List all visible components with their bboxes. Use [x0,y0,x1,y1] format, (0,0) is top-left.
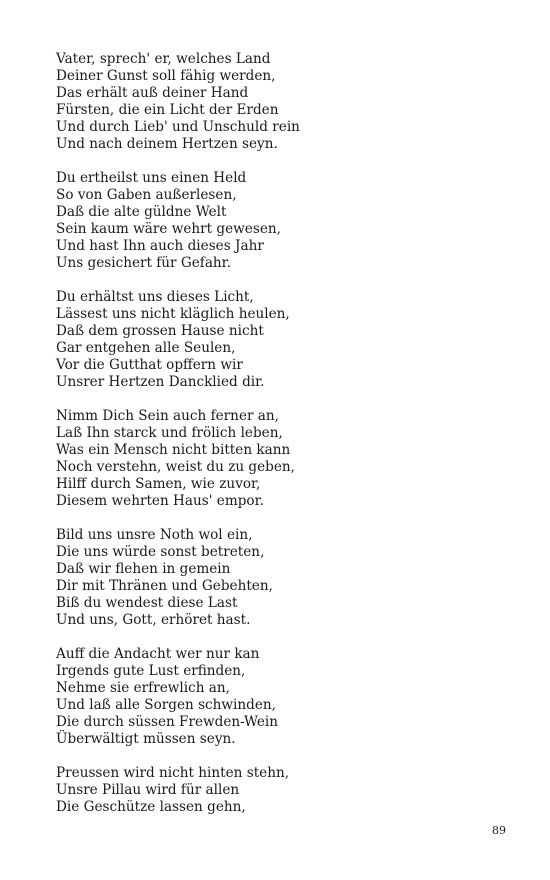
poem-line: Vor die Gutthat opffern wir [56,357,243,373]
poem-line: Unsre Pillau wird für allen [56,782,240,798]
poem-line: Deiner Gunst soll fähig werden, [56,68,276,84]
poem-line: Daß die alte güldne Welt [56,204,227,220]
poem-line: Dir mit Thränen und Gebehten, [56,578,273,594]
poem-line: Bild uns unsre Noth wol ein, [56,527,253,543]
poem-line: Fürsten, die ein Licht der Erden [56,102,279,118]
stanza-2 [56,170,516,272]
poem-line: Auff die Andacht wer nur kan [56,646,260,662]
poem-line: Unsrer Hertzen Dancklied dir. [56,374,265,390]
poem-line: Hilff durch Samen, wie zuvor, [56,476,261,492]
poem-line: Und uns, Gott, erhöret hast. [56,612,251,628]
poem [56,51,516,833]
poem-line: So von Gaben außerlesen, [56,187,237,203]
poem-line: Und durch Lieb' und Unschuld rein [56,119,300,135]
stanza-4 [56,408,516,510]
poem-line: Du ertheilst uns einen Held [56,170,247,186]
poem-line: Überwältigt müssen seyn. [56,731,236,747]
poem-line: Laß Ihn starck und frölich leben, [56,425,283,441]
poem-line: Die Geschütze lassen gehn, [56,799,246,815]
stanza-3 [56,289,516,391]
stanza-1 [56,51,516,153]
stanza-7 [56,765,516,816]
poem-line: Biß du wendest diese Last [56,595,238,611]
poem-line: Gar entgehen alle Seulen, [56,340,236,356]
poem-line: Daß wir flehen in gemein [56,561,231,577]
poem-line: Nehme sie erfrewlich an, [56,680,230,696]
poem-line: Vater, sprech' er, welches Land [56,51,271,67]
stanza-6 [56,646,516,748]
poem-line: Und nach deinem Hertzen seyn. [56,136,278,152]
poem-line: Und hast Ihn auch dieses Jahr [56,238,264,254]
poem-line: Daß dem grossen Hause nicht [56,323,264,339]
poem-line: Irgends gute Lust erfinden, [56,663,246,679]
poem-line: Diesem wehrten Haus' empor. [56,493,264,509]
poem-line: Uns gesichert für Gefahr. [56,255,231,271]
poem-line: Nimm Dich Sein auch ferner an, [56,408,279,424]
poem-line: Und laß alle Sorgen schwinden, [56,697,276,713]
poem-line: Die uns würde sonst betreten, [56,544,265,560]
poem-line: Preussen wird nicht hinten stehn, [56,765,290,781]
poem-line: Was ein Mensch nicht bitten kann [56,442,291,458]
poem-line: Die durch süssen Frewden-Wein [56,714,279,730]
poem-line: Du erhältst uns dieses Licht, [56,289,254,305]
poem-line: Das erhält auß deiner Hand [56,85,249,101]
poem-line: Lässest uns nicht kläglich heulen, [56,306,290,322]
poem-line: Noch verstehn, weist du zu geben, [56,459,295,475]
page-number: 89 [492,824,506,837]
poem-line: Sein kaum wäre wehrt gewesen, [56,221,281,237]
stanza-5 [56,527,516,629]
